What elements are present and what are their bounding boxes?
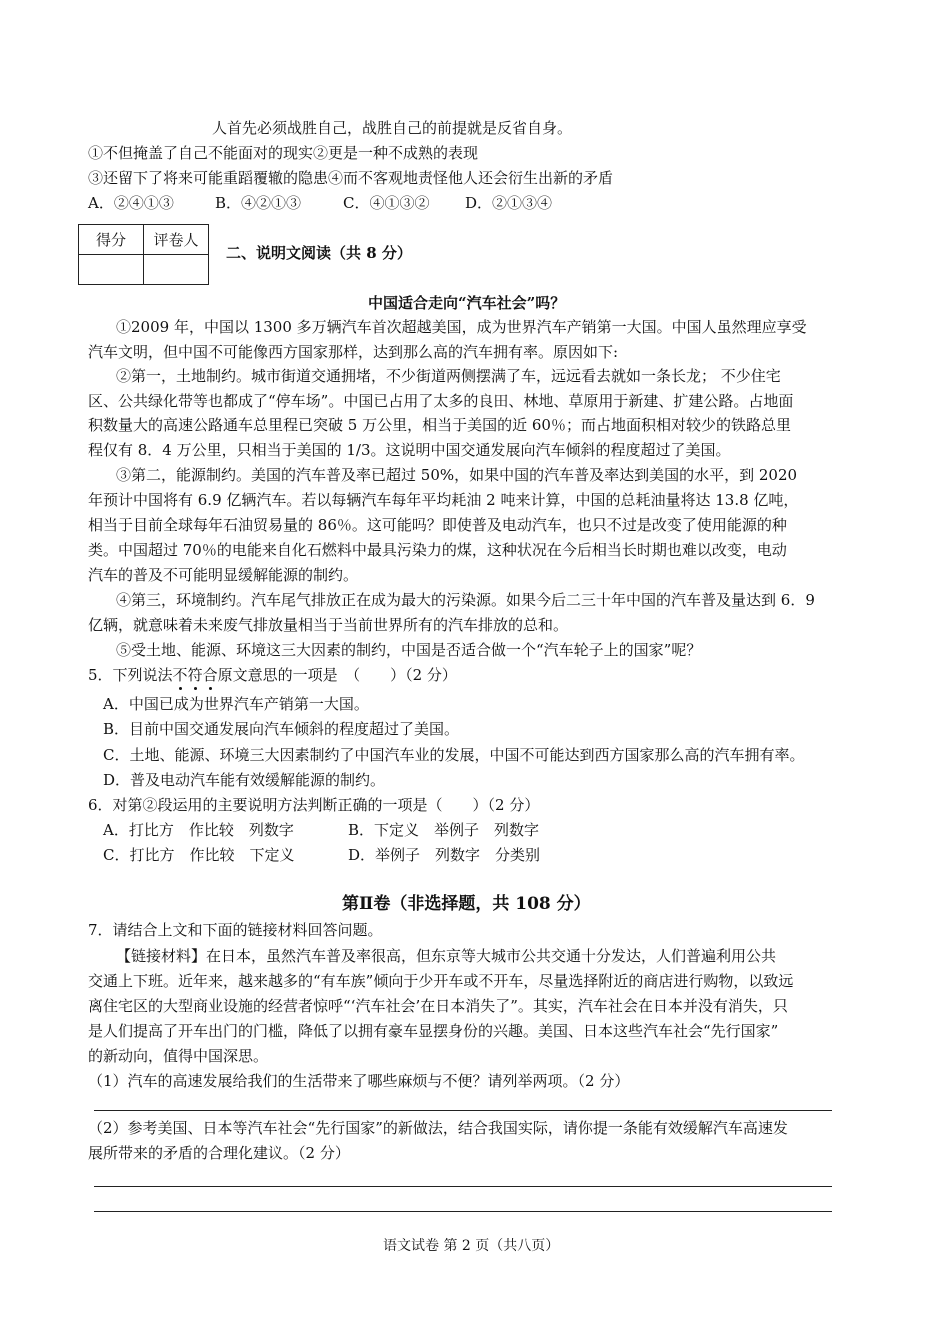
grader-cell[interactable] — [144, 255, 209, 285]
option-a: A．②④①③ — [88, 194, 174, 212]
article-line: 程仅有 8．4 万公里，只相当于美国的 1/3。这说明中国交通发展向汽车倾斜的程度超过了美国。 — [88, 441, 731, 459]
intro-line-1: ①不但掩盖了自己不能面对的现实②更是一种不成熟的表现 — [88, 144, 479, 162]
q7-material-line: 是人们提高了开车出门的门槛，降低了以拥有豪车显摆身份的兴趣。美国、日本这些汽车社会“先行国家” — [88, 1022, 779, 1040]
answer-line-2[interactable] — [94, 1186, 832, 1187]
q5-option-d: D．普及电动汽车能有效缓解能源的制约。 — [103, 771, 386, 789]
article-line: ④第三，环境制约。汽车尾气排放正在成为最大的污染源。如果今后二三十年中国的汽车普及量达到 6．9 — [116, 591, 815, 609]
article-line: ②第一，土地制约。城市街道交通拥堵，不少街道两侧摆满了车，远远看去就如一条长龙； 不少住宅 — [116, 367, 781, 385]
article-line: 类。中国超过 70％的电能来自化石燃料中最具污染力的煤，这种状况在今后相当长时期也难以改变，电动 — [88, 541, 787, 559]
q5-emphasis-match: 符合 — [188, 666, 218, 684]
article-line: 亿辆，就意味着未来废气排放量相当于当前世界所有的汽车排放的总和。 — [88, 616, 569, 634]
q7-sub2-line-1: （2）参考美国、日本等汽车社会“先行国家”的新做法，结合我国实际，请你提一条能有效缓解汽车高速发 — [88, 1119, 788, 1137]
article-line: ①2009 年，中国以 1300 多万辆汽车首次超越美国，成为世界汽车产销第一大国。中国人虽然理应享受 — [116, 318, 807, 336]
q5-stem — [88, 664, 457, 686]
option-c: C．④①③② — [343, 194, 430, 212]
q6-option-a: A．打比方 作比较 列数字 — [103, 821, 294, 839]
option-b: B．④②①③ — [215, 194, 302, 212]
page-footer: 语文试卷 第 2 页（共八页） — [383, 1238, 560, 1254]
q7-sub1: （1）汽车的高速发展给我们的生活带来了哪些麻烦与不便？请列举两项。（2 分） — [88, 1072, 630, 1090]
intro-line-2: ③还留下了将来可能重蹈覆辙的隐患④而不客观地责怪他人还会衍生出新的矛盾 — [88, 169, 614, 187]
score-cell[interactable] — [79, 255, 144, 285]
score-table — [78, 224, 209, 285]
option-d: D．②①③④ — [465, 194, 553, 212]
section-heading: 二、说明文阅读（共 8 分） — [226, 244, 412, 262]
intro-line-0: 人首先必须战胜自己，战胜自己的前提就是反省自身。 — [212, 119, 573, 137]
q6-option-b: B．下定义 举例子 列数字 — [348, 821, 540, 839]
q6-option-d: D．举例子 列数字 分类别 — [348, 846, 541, 864]
q5-stem-suffix: 原文意思的一项是 （ ）（2 分） — [217, 666, 457, 684]
q5-emphasis-not: 不 — [173, 666, 188, 684]
q6-stem: 6．对第②段运用的主要说明方法判断正确的一项是（ ）（2 分） — [88, 796, 540, 814]
article-line: 积数量大的高速公路通车总里程已突破 5 万公里，相当于美国的近 60％；而占地面积相对较少的铁路总里 — [88, 416, 791, 434]
article-line: 区、公共绿化带等也都成了“停车场”。中国已占用了太多的良田、林地、草原用于新建、扩建公路。占地面 — [88, 392, 794, 410]
answer-line-1[interactable] — [94, 1110, 832, 1111]
article-line: 年预计中国将有 6.9 亿辆汽车。若以每辆汽车每年平均耗油 2 吨来计算，中国的总耗油量将达 13.8 亿吨， — [88, 491, 799, 509]
article-line: ⑤受土地、能源、环境这三大因素的制约，中国是否适合做一个“汽车轮子上的国家”呢？ — [116, 641, 702, 659]
article-line: ③第二，能源制约。美国的汽车普及率已超过 50%，如果中国的汽车普及率达到美国的水平，到 2020 — [116, 466, 798, 484]
article-line: 汽车的普及不可能明显缓解能源的制约。 — [88, 566, 359, 584]
q7-stem: 7．请结合上文和下面的链接材料回答问题。 — [88, 921, 383, 939]
q5-stem-prefix: 5．下列说法 — [88, 666, 173, 684]
score-label: 得分 — [79, 225, 144, 255]
article-title: 中国适合走向“汽车社会”吗？ — [368, 294, 566, 312]
q7-material-line: 【链接材料】在日本，虽然汽车普及率很高，但东京等大城市公共交通十分发达，人们普遍利用公共 — [116, 947, 777, 965]
q5-option-b: B．目前中国交通发展向汽车倾斜的程度超过了美国。 — [103, 720, 460, 738]
grader-label: 评卷人 — [144, 225, 209, 255]
article-line: 相当于目前全球每年石油贸易量的 86％。这可能吗？即使普及电动汽车，也只不过是改变了使用能源的种 — [88, 516, 787, 534]
q5-option-a: A．中国已成为世界汽车产销第一大国。 — [103, 695, 369, 713]
part2-heading: 第Ⅱ卷（非选择题，共 108 分） — [342, 894, 591, 914]
q7-material-line: 交通上下班。近年来，越来越多的“有车族”倾向于少开车或不开车，尽量选择附近的商店进行购物，以致远 — [88, 972, 794, 990]
article-line: 汽车文明，但中国不可能像西方国家那样，达到那么高的汽车拥有率。原因如下: — [88, 343, 619, 361]
q5-option-c: C．土地、能源、环境三大因素制约了中国汽车业的发展，中国不可能达到西方国家那么高的汽车拥有率。 — [103, 746, 805, 764]
answer-line-3[interactable] — [94, 1211, 832, 1212]
q7-sub2-line-2: 展所带来的矛盾的合理化建议。（2 分） — [88, 1144, 350, 1162]
q6-option-c: C．打比方 作比较 下定义 — [103, 846, 295, 864]
q7-material-line: 离住宅区的大型商业设施的经营者惊呼“‘汽车社会’在日本消失了”。其实，汽车社会在日本并没有消失，只 — [88, 997, 788, 1015]
q7-material-line: 的新动向，值得中国深思。 — [88, 1047, 269, 1065]
